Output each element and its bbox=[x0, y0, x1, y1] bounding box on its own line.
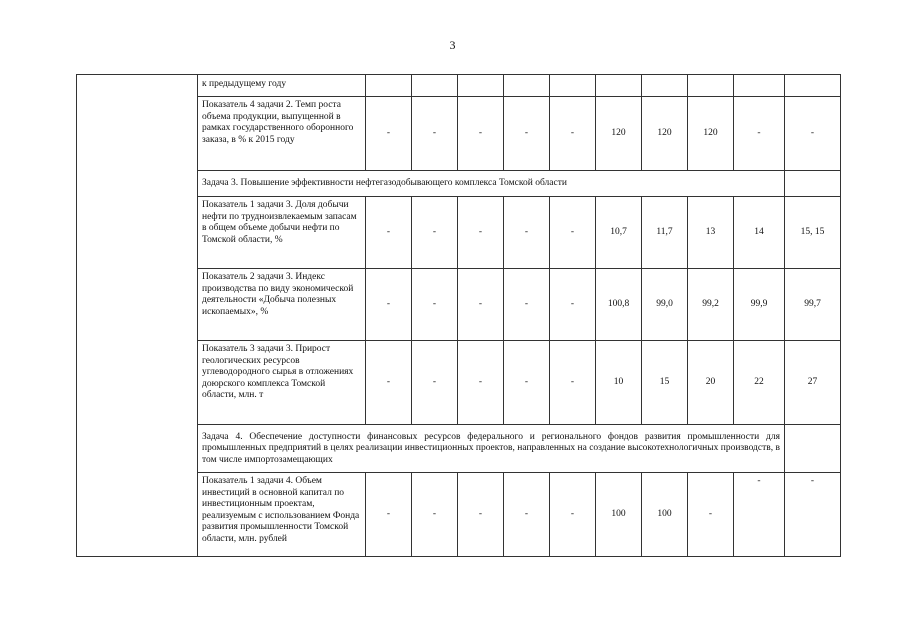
value-cell bbox=[550, 75, 596, 97]
value-cell: - bbox=[412, 97, 458, 171]
value-cell bbox=[412, 75, 458, 97]
indicator-label: Показатель 3 задачи 3. Прирост геологических ресурсов углеводородного сырья в отложениях доюрского комплекса Томской области, млн. т bbox=[198, 341, 366, 425]
value-cell: 14 bbox=[734, 197, 785, 269]
value-cell: - bbox=[458, 269, 504, 341]
value-cell: 99,7 bbox=[785, 269, 841, 341]
value-cell bbox=[785, 75, 841, 97]
side-column-cell bbox=[77, 75, 198, 557]
indicator-label: Показатель 1 задачи 3. Доля добычи нефти по трудноизвлекаемым запасам в общем объеме добычи нефти по Томской области, % bbox=[198, 197, 366, 269]
value-cell: - bbox=[412, 197, 458, 269]
value-cell bbox=[504, 75, 550, 97]
value-cell: 10,7 bbox=[596, 197, 642, 269]
value-cell: 13 bbox=[688, 197, 734, 269]
value-cell: 100 bbox=[596, 473, 642, 557]
value-cell: 20 bbox=[688, 341, 734, 425]
value-cell: - bbox=[504, 197, 550, 269]
indicator-label: к предыдущему году bbox=[198, 75, 366, 97]
value-cell bbox=[366, 75, 412, 97]
value-cell: 99,0 bbox=[642, 269, 688, 341]
value-cell bbox=[688, 75, 734, 97]
value-cell: 10 bbox=[596, 341, 642, 425]
value-cell: - bbox=[366, 473, 412, 557]
value-cell: - bbox=[504, 97, 550, 171]
table-row bbox=[77, 75, 841, 97]
value-cell: - bbox=[785, 473, 841, 557]
value-cell bbox=[642, 75, 688, 97]
value-cell: - bbox=[734, 473, 785, 557]
value-cell: - bbox=[458, 97, 504, 171]
value-cell: - bbox=[458, 197, 504, 269]
value-cell: - bbox=[366, 97, 412, 171]
value-cell: 100 bbox=[642, 473, 688, 557]
value-cell: 120 bbox=[596, 97, 642, 171]
value-cell: 27 bbox=[785, 341, 841, 425]
value-cell: 120 bbox=[642, 97, 688, 171]
value-cell: - bbox=[366, 197, 412, 269]
value-cell bbox=[785, 425, 841, 473]
value-cell: - bbox=[550, 97, 596, 171]
value-cell: - bbox=[785, 97, 841, 171]
value-cell: 22 bbox=[734, 341, 785, 425]
value-cell: - bbox=[504, 341, 550, 425]
value-cell: 100,8 bbox=[596, 269, 642, 341]
value-cell: - bbox=[734, 97, 785, 171]
value-cell bbox=[734, 75, 785, 97]
task-heading: Задача 4. Обеспечение доступности финансовых ресурсов федерального и регионального фондов развития промышленности для промышленных предприятий в целях реализации инвестиционных проектов, направленных на создание высокотехнологичных производств, в том числе импортозамещающих bbox=[198, 425, 785, 473]
value-cell: - bbox=[412, 269, 458, 341]
value-cell: - bbox=[412, 473, 458, 557]
value-cell: - bbox=[412, 341, 458, 425]
value-cell: - bbox=[504, 473, 550, 557]
indicators-table bbox=[76, 74, 841, 557]
value-cell: - bbox=[688, 473, 734, 557]
task-heading: Задача 3. Повышение эффективности нефтегазодобывающего комплекса Томской области bbox=[198, 171, 785, 197]
value-cell: - bbox=[458, 341, 504, 425]
value-cell: 15 bbox=[642, 341, 688, 425]
value-cell: - bbox=[504, 269, 550, 341]
value-cell: - bbox=[458, 473, 504, 557]
value-cell: 120 bbox=[688, 97, 734, 171]
indicator-label: Показатель 2 задачи 3. Индекс производства по виду экономической деятельности «Добыча полезных ископаемых», % bbox=[198, 269, 366, 341]
value-cell: 99,2 bbox=[688, 269, 734, 341]
value-cell: - bbox=[550, 341, 596, 425]
value-cell: 15, 15 bbox=[785, 197, 841, 269]
value-cell: - bbox=[366, 341, 412, 425]
value-cell: - bbox=[366, 269, 412, 341]
value-cell bbox=[458, 75, 504, 97]
value-cell: - bbox=[550, 473, 596, 557]
page-number: 3 bbox=[449, 38, 456, 52]
value-cell bbox=[785, 171, 841, 197]
value-cell: - bbox=[550, 197, 596, 269]
value-cell: 99,9 bbox=[734, 269, 785, 341]
value-cell: - bbox=[550, 269, 596, 341]
indicator-label: Показатель 4 задачи 2. Темп роста объема продукции, выпущенной в рамках государственного оборонного заказа, в % к 2015 году bbox=[198, 97, 366, 171]
indicator-label: Показатель 1 задачи 4. Объем инвестиций в основной капитал по инвестиционным проектам, реализуемым с использованием Фонда развития промышленности Томской области, млн. рублей bbox=[198, 473, 366, 557]
value-cell bbox=[596, 75, 642, 97]
value-cell: 11,7 bbox=[642, 197, 688, 269]
